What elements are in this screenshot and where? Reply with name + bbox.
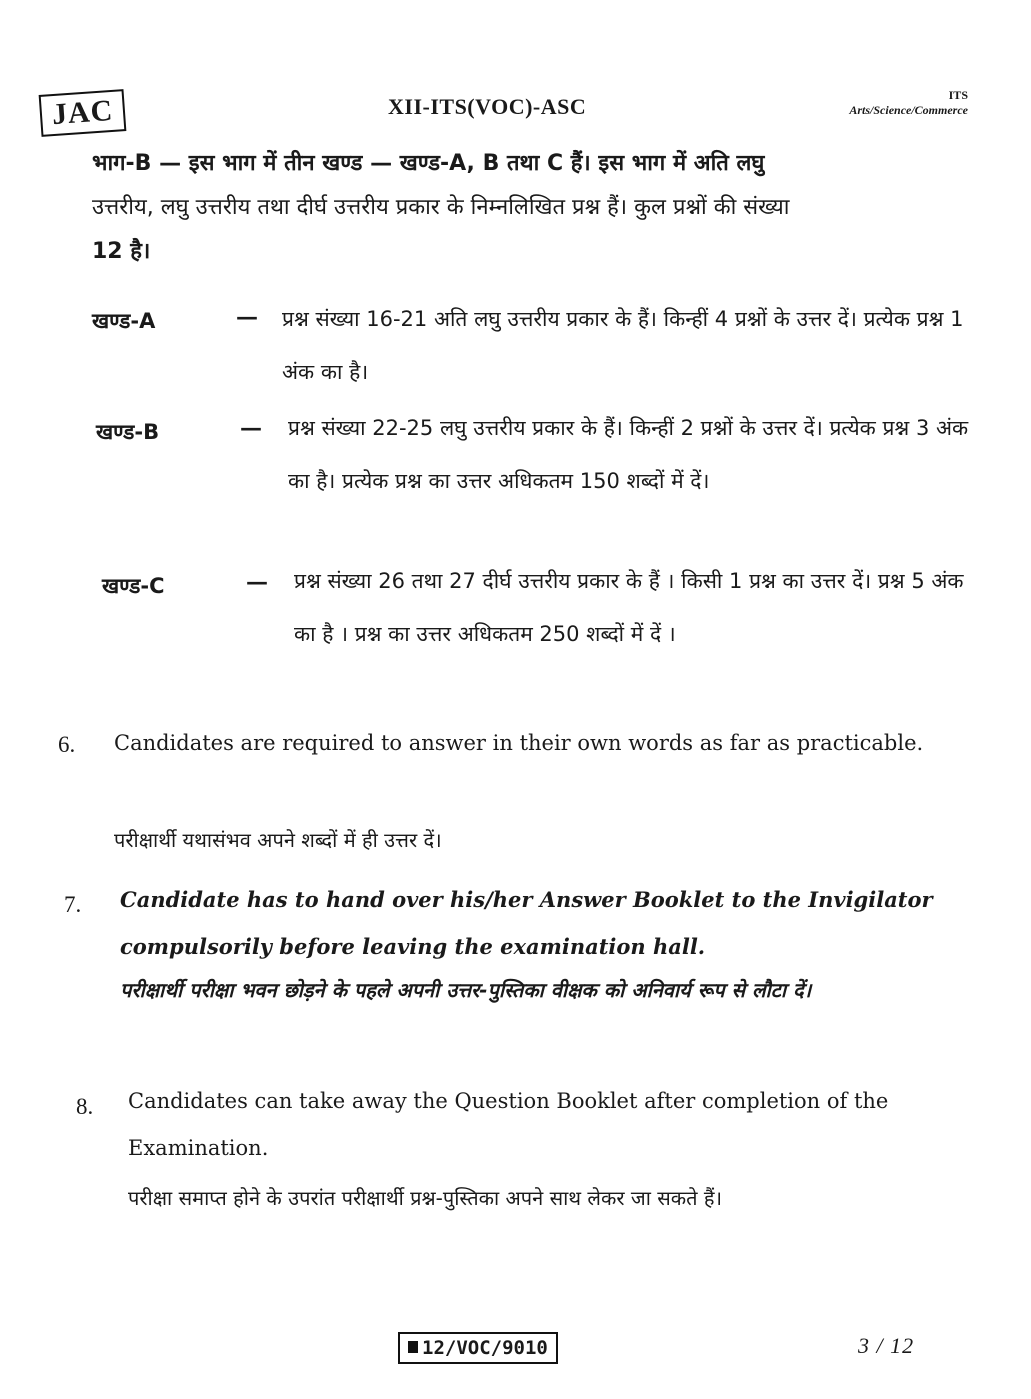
booklet-code-box [398,1332,558,1364]
section-b-text: प्रश्न संख्या 22-25 लघु उत्तरीय प्रकार के हैं। किन्हीं 2 प्रश्नों के उत्तर दें। प्रत्येक प्रश्न 3 अंक का है। प्रत्येक प्रश्न का उत्तर अधिकतम 150 शब्दों में दें। [288,416,969,493]
section-b-dash: — [240,415,262,441]
section-c-text: प्रश्न संख्या 26 तथा 27 दीर्घ उत्तरीय प्रकार के हैं । किसी 1 प्रश्न का उत्तर दें। प्रश्न 5 अंक का है । प्रश्न का उत्तर अधिकतम 250 शब्दों में दें । [294,569,964,646]
instruction-7-english: Candidate has to hand over his/her Answer Booklet to the Invigilator compulsorily before leaving the examination hall. [120,887,933,959]
stream-names: Arts/Science/Commerce [849,103,968,117]
instruction-6-number: 6. [58,732,76,757]
instruction-6-hindi: परीक्षार्थी यथासंभव अपने शब्दों में ही उत्तर दें। [114,828,442,852]
booklet-code: 12/VOC/9010 [422,1337,548,1359]
instruction-6-english: Candidates are required to answer in their own words as far as practicable. [114,731,924,755]
stream-info [728,88,968,118]
section-a-dash: — [236,304,258,330]
instruction-8-hindi: परीक्षा समाप्त होने के उपरांत परीक्षार्थी प्रश्न-पुस्तिका अपने साथ लेकर जा सकते हैं। [128,1186,723,1210]
instruction-7-hindi: परीक्षार्थी परीक्षा भवन छोड़ने के पहले अपनी उत्तर-पुस्तिका वीक्षक को अनिवार्य रूप से लौटा दें। [120,978,812,1002]
section-b-label: खण्ड-B [96,420,160,444]
square-marker-icon [408,1341,418,1353]
section-c-label: खण्ड-C [102,574,165,598]
page-number: 3 / 12 [858,1333,915,1358]
instruction-8-number: 8. [76,1094,94,1119]
stream-code: ITS [948,88,968,102]
paper-code: XII-ITS(VOC)-ASC [388,94,587,119]
part-b-intro-line-1: भाग-B — इस भाग में तीन खण्ड — खण्ड-A, B तथा C हैं। इस भाग में अति लघु [92,151,765,176]
part-b-intro [92,142,972,274]
part-b-intro-line-3: 12 है। [92,239,151,264]
section-a-label: खण्ड-A [92,309,156,333]
instruction-8-english: Candidates can take away the Question Booklet after completion of the Examination. [128,1089,889,1160]
instruction-7-number: 7. [64,892,82,917]
part-b-intro-line-2: उत्तरीय, लघु उत्तरीय तथा दीर्घ उत्तरीय प्रकार के निम्नलिखित प्रश्न हैं। कुल प्रश्नों की संख्या [92,195,790,220]
jac-badge: JAC [39,89,127,137]
section-a-text: प्रश्न संख्या 16-21 अति लघु उत्तरीय प्रकार के हैं। किन्हीं 4 प्रश्नों के उत्तर दें। प्रत्येक प्रश्न 1 अंक का है। [282,307,964,384]
section-c-dash: — [246,569,268,595]
